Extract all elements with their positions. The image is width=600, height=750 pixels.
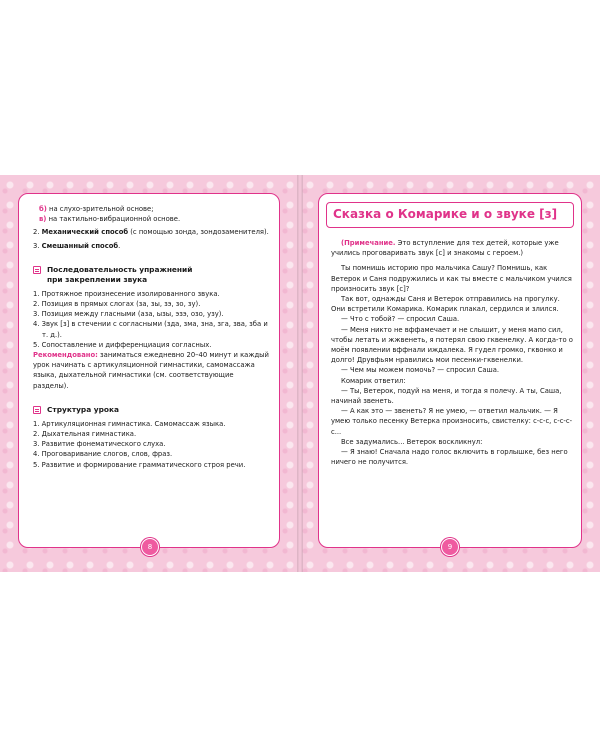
page-number: 9 [441,538,459,556]
story-paragraph: — Что с тобой? — спросил Саша. [341,315,460,324]
story-paragraph: Все задумались... Ветерок воскликнул: [341,437,483,446]
recommendation: Рекомендовано: заниматься ежедневно 20–40 минут и каждый урок начинать с артикуляционной гимнастики, самомассажа языка, дыхательной гимнастики (см. соответствующие разделы). [33,351,269,390]
list-item: 2. Механический способ (с помощью зонда, зондозаменителя). [33,228,269,237]
book-spine [297,175,303,572]
structure-heading: Структура урока [33,405,269,415]
story-paragraph: Ты помнишь историю про мальчика Сашу? Помнишь, как Ветерок и Саня подружились и как ты вместе с мальчиком учился произносить звук [с]? [331,264,572,293]
notebook-icon [33,406,41,414]
story-paragraph: Комарик ответил: [341,376,406,385]
sequence-list [33,289,269,350]
sequence-heading: Последовательность упражнений при закреплении звука [33,265,269,285]
list-item: 1. Протяжное произнесение изолированного звука. [33,289,220,298]
story-paragraph: — Я знаю! Сначала надо голос включить в горлышке, без него ничего не получится. [331,448,568,467]
list-item: 5. Развитие и формирование грамматического строя речи. [33,460,246,469]
list-item: 4. Звук [з] в стечении с согласными (зда, зма, зна, зга, зва, зба и т. д.). [33,320,268,339]
list-item: б) на слухо-зрительной основе; [39,205,154,213]
list-item: 2. Позиция в прямых слогах (за, зы, зэ, зо, зу). [33,300,201,309]
left-page-content [33,204,269,470]
list-item: 2. Дыхательная гимнастика. [33,430,137,439]
list-item: 4. Проговаривание слогов, слов, фраз. [33,450,173,459]
structure-list [33,419,269,470]
list-item: 3. Позиция между гласными (аза, ызы, эзэ, озо, узу). [33,310,224,319]
right-page-content [331,238,573,467]
list-item: 5. Сопоставление и дифференциация согласных. [33,340,212,349]
list-item: 3. Смешанный способ. [33,241,121,250]
story-paragraph: — Чем мы можем помочь? — спросил Саша. [341,366,500,375]
story-paragraph: — Меня никто не вффамечает и не слышит, у меня мапо сил, чтобы летать и жжвенеть, я потерял свою гквенелку. А когда-то о моём появлении вффнали иждалека. Я гудел громко, гквонко и долго! Друвфьям нравились мои песенки-гквенелки. [331,325,573,365]
page-number: 8 [141,538,159,556]
list-item: в) на тактильно-вибрационной основе. [39,215,181,224]
story-paragraph: — Ты, Ветерок, подуй на меня, и тогда я полечу. А ты, Саша, начинай звенеть. [331,386,562,406]
story-title: Сказка о Комарике и о звуке [з] [326,202,574,228]
notebook-icon [33,266,41,274]
story-paragraph: — А как это — звенеть? Я не умею, — ответил мальчик. — Я умею только песенку Ветерка произносить, свистелку: с-с-с, с-с-с-с... [331,407,573,436]
left-page [18,193,280,551]
list-item: 1. Артикуляционная гимнастика. Самомассаж языка. [33,419,226,428]
story-paragraph: Так вот, однажды Саня и Ветерок отправились на прогулку. Они встретили Комарика. Комарик плакал, сердился и злился. [331,295,560,314]
note-paragraph: (Примечание. Это вступление для тех детей, которые уже учились проговаривать звук [с] и знакомы с героем.) [331,239,559,258]
list-item: 3. Развитие фонематического слуха. [33,440,166,449]
book-spread [0,175,600,572]
right-page [318,193,582,551]
